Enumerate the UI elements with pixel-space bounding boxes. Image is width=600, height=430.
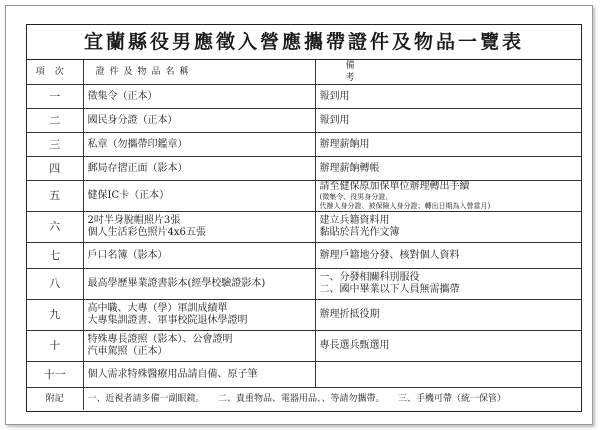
page-frame [5, 5, 593, 425]
row-note [315, 331, 581, 362]
note-small-line: 代辦人身分證、被保險人身分證；轉出日期為入營當月) [319, 202, 491, 210]
document-sheet [26, 24, 582, 412]
row-number: 二 [27, 109, 83, 133]
note-line: 一、分發相關科別服役 [319, 272, 420, 283]
item-line: 特殊專長證照（影本）、公會證明 [87, 334, 233, 345]
table-header-row [27, 60, 581, 84]
item-line: 郵局存摺正面（影本） [87, 162, 188, 174]
table-row [27, 331, 581, 362]
note-line: 報到用 [319, 114, 350, 126]
footer-row [27, 388, 581, 411]
row-number: 十一 [27, 362, 83, 388]
item-line: 大專集訓證書、軍事校院退休學證明 [87, 315, 248, 326]
row-number: 七 [27, 243, 83, 269]
row-note [315, 85, 581, 109]
item-line: 個人需求特殊醫療用品請自備、原子筆 [87, 368, 258, 380]
row-item [83, 181, 315, 212]
item-line: 健保IC卡（正本） [87, 190, 170, 201]
row-note [315, 109, 581, 133]
item-line: 高中職、大專（學）軍訓成績單 [87, 303, 228, 314]
item-line: 私章（勿攜帶印鑑章） [87, 138, 188, 150]
note-line: 辦理薪餉用 [319, 138, 370, 150]
item-line: 戶口名簿（影本） [87, 249, 168, 261]
row-note [315, 269, 581, 300]
row-item [83, 85, 315, 109]
header-note: 備考 [315, 60, 581, 84]
row-item [83, 133, 315, 157]
row-note [315, 181, 581, 212]
note-small-line: (徵集令、役男身分證、 [319, 193, 393, 201]
row-item [83, 157, 315, 181]
row-number: 一 [27, 85, 83, 109]
row-note [315, 300, 581, 331]
row-note [315, 212, 581, 243]
row-item [83, 300, 315, 331]
note-line: 報到用 [319, 90, 350, 102]
row-item [83, 331, 315, 362]
row-item [83, 362, 315, 388]
row-number: 十 [27, 331, 83, 362]
row-note [315, 362, 581, 388]
row-note [315, 243, 581, 269]
item-line: 汽車駕照（正本） [87, 346, 168, 357]
note-line: 建立兵籍資料用 [319, 215, 390, 226]
item-line: 個人生活彩色照片4x6五張 [87, 227, 206, 238]
items-body [27, 84, 581, 410]
row-number: 五 [27, 181, 83, 212]
table-row [27, 300, 581, 331]
note-line: 黏貼於莒光作文簿 [319, 227, 400, 238]
table-row [27, 212, 581, 243]
footer-text: 一、近視者請多備一副眼鏡。 二、貴重物品、電器用品、、等請勿攜帶。 三、手機可帶（統一保管） [83, 388, 581, 411]
footer-label: 附記 [27, 388, 83, 411]
note-line: 辦理折抵役期 [319, 309, 380, 320]
item-line: 徵集令（正本） [87, 90, 158, 102]
row-item [83, 212, 315, 243]
items-table [27, 60, 581, 84]
table-row [27, 362, 581, 388]
item-line: 國民身分證（正本） [87, 114, 178, 126]
row-number: 九 [27, 300, 83, 331]
note-line: 二、國中畢業以下人員無需攜帶 [319, 284, 460, 295]
table-row [27, 109, 581, 133]
row-number: 四 [27, 157, 83, 181]
table-row [27, 157, 581, 181]
table-row [27, 243, 581, 269]
row-number: 八 [27, 269, 83, 300]
header-item: 證件及物品名稱 [83, 60, 315, 84]
document-title: 宜蘭縣役男應徵入營應攜帶證件及物品一覽表 [27, 25, 581, 60]
table-row [27, 181, 581, 212]
row-note [315, 133, 581, 157]
row-item [83, 243, 315, 269]
row-item [83, 269, 315, 300]
note-line: 辦理薪餉轉帳 [319, 162, 380, 174]
row-note [315, 157, 581, 181]
row-number: 三 [27, 133, 83, 157]
item-line: 2吋半身脫帽照片3張 [87, 215, 181, 226]
table-row [27, 85, 581, 109]
row-number: 六 [27, 212, 83, 243]
table-row [27, 133, 581, 157]
table-row [27, 269, 581, 300]
header-no: 項次 [27, 60, 83, 84]
row-item [83, 109, 315, 133]
note-line: 請至健保原加保單位辦理轉出手續 [319, 181, 470, 192]
note-line: 辦理戶籍地分發、核對個人資料 [319, 249, 460, 261]
note-line: 專長選兵甄選用 [319, 340, 390, 351]
item-line: 最高學歷畢業證書影本(經學校驗證影本) [87, 278, 266, 289]
